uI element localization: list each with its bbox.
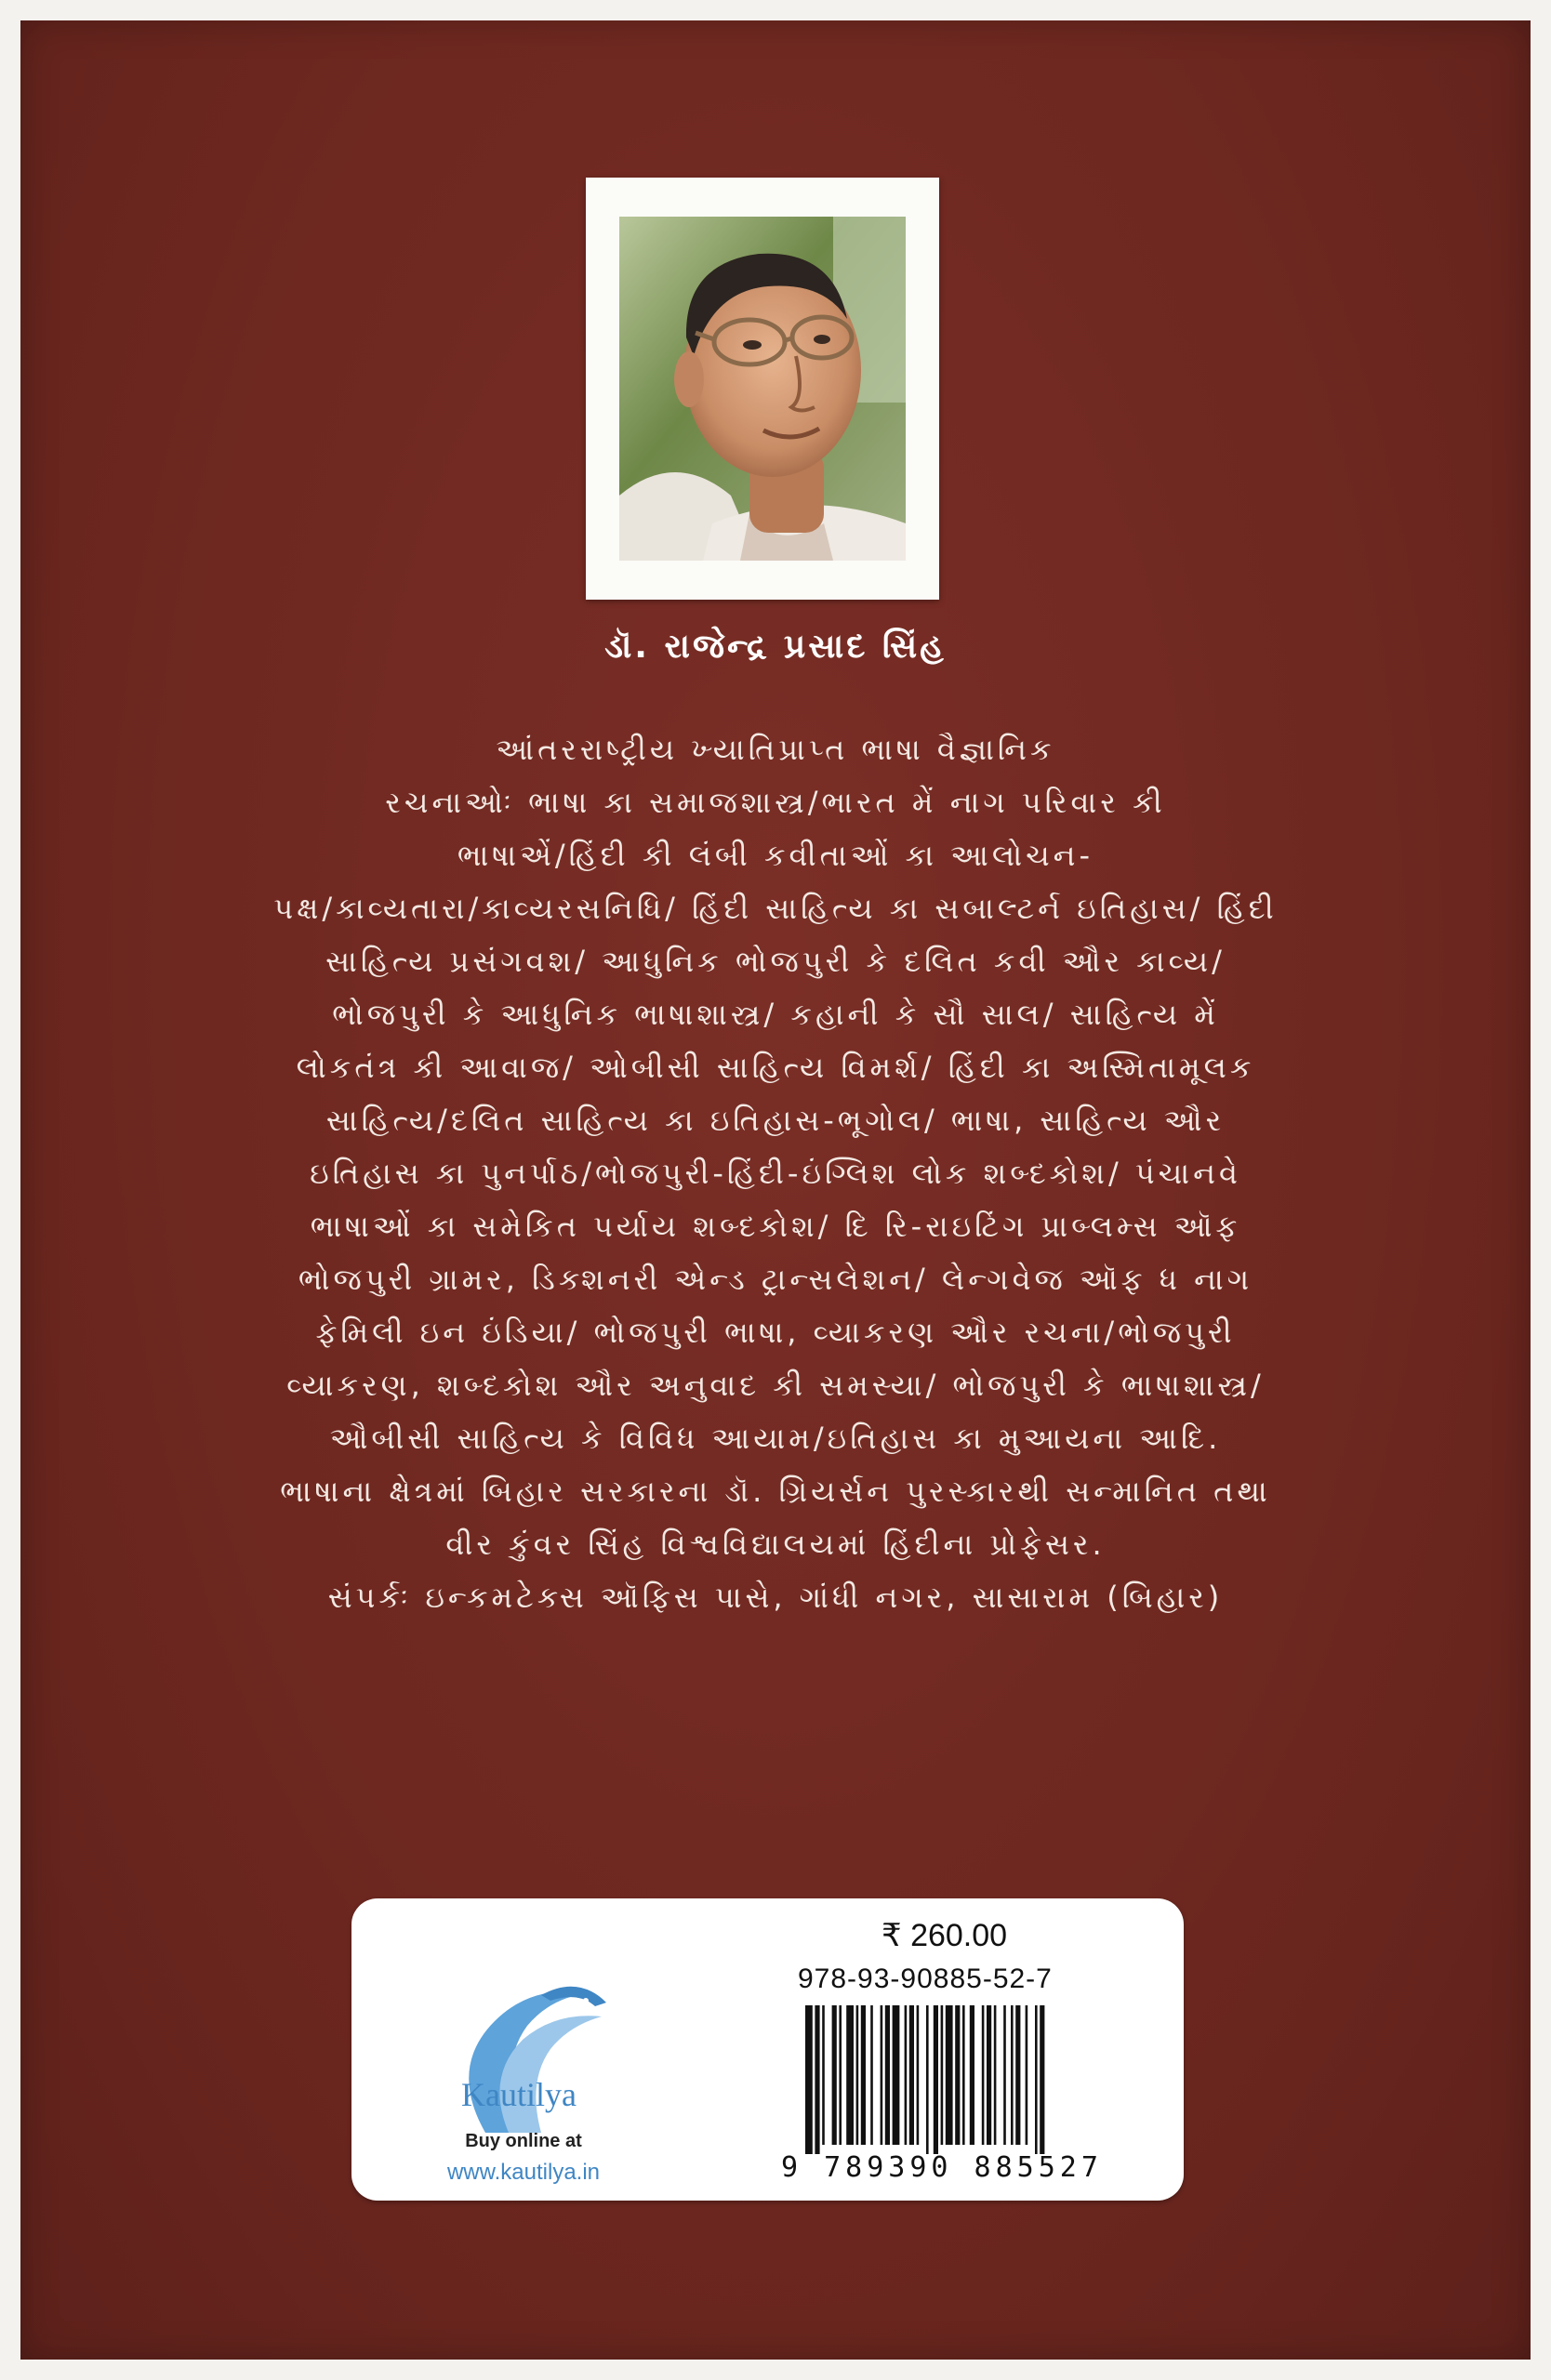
- barcode-bar: [946, 2005, 953, 2145]
- bio-line: લોકતંત્ર કી આવાજ/ ઓબીસી સાહિત્ય વિમર્શ/ હિંદી કા અસ્મિતામૂલક: [296, 1050, 1255, 1085]
- bio-line: રચનાઓઃ ભાષા કા સમાજશાસ્ત્ર/ભારત મેં નાગ પરિવાર કી: [385, 785, 1166, 820]
- barcode-bar: [839, 2005, 842, 2145]
- bio-line: ભાષાના ક્ષેત્રમાં બિહાર સરકારના ડૉ. ગ્રિયર્સન પુરસ્કારથી સન્માનિત તથા: [280, 1474, 1271, 1509]
- publisher-name: Kautilya: [461, 2076, 577, 2113]
- barcode-bar: [970, 2005, 974, 2145]
- author-photo-frame: [586, 178, 939, 600]
- barcode-bar: [815, 2005, 819, 2154]
- barcode-bar: [893, 2005, 900, 2145]
- barcode-bar: [822, 2005, 825, 2145]
- barcode-bar: [1003, 2005, 1006, 2145]
- barcode-bar: [1026, 2005, 1028, 2145]
- bio-line: વીર કુંવર સિંહ વિશ્વવિદ્યાલયમાં હિંદીના પ્રોફેસર.: [445, 1527, 1106, 1562]
- barcode-bar: [909, 2005, 914, 2145]
- barcode-bar: [955, 2005, 960, 2145]
- bio-line: પક્ષ/કાવ્યતારા/કાવ્યરસનિધિ/ હિંદી સાહિત્ય કા સબાલ્ટર્ન ઇતિહાસ/ હિંદી: [273, 891, 1278, 926]
- barcode-bar: [1040, 2005, 1044, 2154]
- bio-line: વ્યાકરણ, શબ્દકોશ ઔર અનુવાદ કી સમસ્યા/ ભોજપુરી કે ભાષાશાસ્ત્ર/: [286, 1368, 1265, 1403]
- author-bio: [219, 723, 1332, 1624]
- bio-line: આંતરરાષ્ટ્રીય ખ્યાતિપ્રાપ્ત ભાષા વૈજ્ઞાનિક: [496, 732, 1055, 767]
- buy-online-text: Buy online at: [465, 2131, 582, 2151]
- bio-line: ઇતિહાસ કા પુનર્પાઠ/ભોજપુરી-હિંદી-ઇંગ્લિશ લોક શબ્દકોશ/ પંચાનવે: [310, 1156, 1241, 1191]
- barcode-icon: [805, 2005, 1142, 2154]
- bio-line: ઔબીસી સાહિત્ય કે વિવિધ આયામ/ઇતિહાસ કા મુઆયના આદિ.: [329, 1421, 1222, 1456]
- barcode-bar: [805, 2005, 813, 2154]
- barcode-bar: [926, 2005, 929, 2154]
- isbn: 978-93-90885-52-7: [798, 1964, 1053, 1994]
- bio-line: સાહિત્ય પ્રસંગવશ/ આધુનિક ભોજપુરી કે દલિત કવી ઔર કાવ્ય/: [325, 944, 1226, 979]
- bio-line: ભાષાએં/હિંદી કી લંબી કવીતાઓં કા આલોચન-: [457, 838, 1094, 873]
- bio-line: સંપર્કઃ ઇન્કમટેક્સ ઑફિસ પાસે, ગાંધી નગર, સાસારામ (બિહાર): [327, 1580, 1224, 1615]
- barcode-bar: [861, 2005, 866, 2145]
- bio-line: સાહિત્ય/દલિત સાહિત્ય કા ઇતિહાસ-ભૂગોલ/ ભાષા, સાહિત્ય ઔર: [325, 1103, 1226, 1138]
- barcode-bar: [982, 2005, 985, 2145]
- barcode-bar: [962, 2005, 965, 2145]
- barcode-bar: [917, 2005, 920, 2145]
- publisher-website: www.kautilya.in: [446, 2160, 601, 2185]
- barcode-bar: [856, 2005, 859, 2145]
- author-photo: [619, 217, 906, 561]
- barcode-bar: [1035, 2005, 1038, 2154]
- bio-line: ફેમિલી ઇન ઇંડિયા/ ભોજપુરી ભાષા, વ્યાકરણ ઔર રચના/ભોજપુરી: [315, 1315, 1236, 1350]
- bio-line: ભોજપુરી કે આધુનિક ભાષાશાસ્ત્ર/ કહાની કે સૌ સાલ/ સાહિત્ય મેં: [332, 997, 1219, 1032]
- barcode-bar: [1015, 2005, 1020, 2145]
- barcode-bar: [987, 2005, 991, 2145]
- barcode-bar: [885, 2005, 890, 2145]
- author-name: ડૉ. રાજેન્દ્ર પ્રસાદ સિંહ: [604, 628, 947, 666]
- price-barcode-label: [351, 1898, 1184, 2201]
- barcode-bar: [941, 2005, 944, 2145]
- bio-line: ભોજપુરી ગ્રામર, ડિક્શનરી એન્ડ ટ્રાન્સલેશન/ લેન્ગવેજ ઑફ ધ નાગ: [298, 1262, 1253, 1297]
- barcode-bar: [870, 2005, 873, 2145]
- barcode-bar: [846, 2005, 854, 2145]
- barcode-bar: [934, 2005, 938, 2154]
- barcode-bar: [881, 2005, 883, 2145]
- barcode-bar: [832, 2005, 837, 2145]
- author-portrait-image: [619, 217, 906, 561]
- price: ₹ 260.00: [882, 1918, 1008, 1953]
- bio-line: ભાષાઓં કા સમેકિત પર્યાય શબ્દકોશ/ દિ રિ-રાઇટિંગ પ્રાબ્લમ્સ ઑફ: [310, 1209, 1241, 1244]
- barcode-digits: 9 789390 885527: [781, 2151, 1103, 2184]
- barcode-bar: [905, 2005, 908, 2145]
- barcode-bar: [994, 2005, 997, 2145]
- barcode-bar: [1011, 2005, 1014, 2145]
